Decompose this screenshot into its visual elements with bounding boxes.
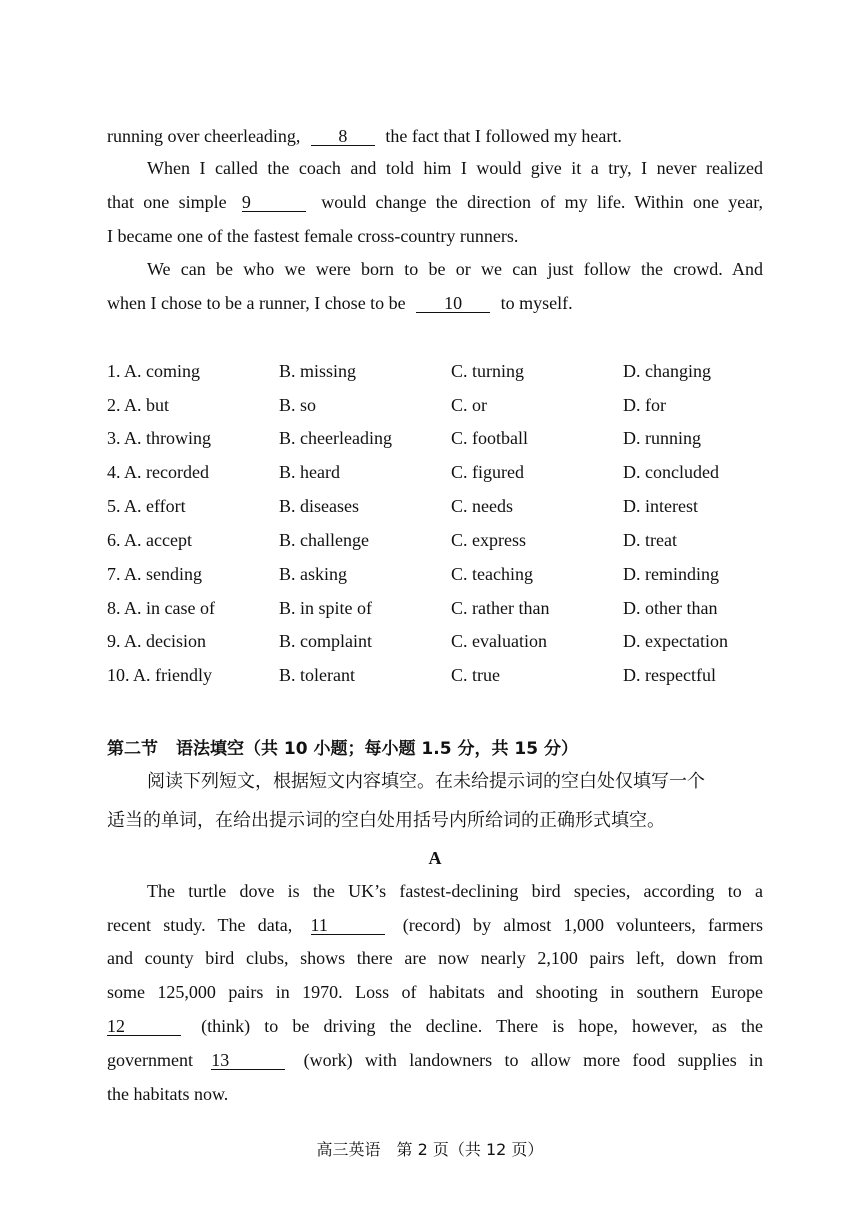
- passage-text: would change the direction of my life. Within one year,: [321, 192, 764, 212]
- option-c: C. turning: [451, 361, 525, 381]
- passage-a-line-5: [107, 1016, 763, 1036]
- passage-line-3: [107, 192, 763, 212]
- option-a: 3. A. throwing: [107, 428, 212, 448]
- option-c: C. teaching: [451, 564, 533, 584]
- option-row: [107, 395, 763, 417]
- blank-9: 9: [242, 193, 306, 212]
- option-b: B. challenge: [279, 530, 369, 550]
- blank-13: 13: [211, 1051, 285, 1070]
- option-a: 6. A. accept: [107, 530, 192, 550]
- section-label: 第二节: [107, 739, 158, 759]
- passage-a-line-3: and county bird clubs, shows there are now nearly 2,100 pairs left, down from: [107, 948, 763, 968]
- section-title: 语法填空（共 10 小题；每小题 1.5 分，共 15 分）: [176, 739, 578, 759]
- blank-10: 10: [416, 294, 490, 313]
- passage-line-5: We can be who we were born to be or we can just follow the crowd. And: [147, 259, 763, 279]
- passage-a-line-7: the habitats now.: [107, 1084, 229, 1104]
- option-b: B. cheerleading: [279, 428, 392, 448]
- option-row: [107, 428, 763, 450]
- passage-text: (think) to be driving the decline. There is hope, however, as the: [201, 1016, 763, 1036]
- option-c: C. football: [451, 428, 528, 448]
- option-b: B. missing: [279, 361, 357, 381]
- section-heading: [107, 734, 578, 759]
- option-c: C. needs: [451, 496, 513, 516]
- option-c: C. evaluation: [451, 631, 547, 651]
- passage-a-line-6: [107, 1050, 763, 1070]
- passage-line-4: I became one of the fastest female cross-country runners.: [107, 226, 519, 246]
- option-d: D. concluded: [623, 462, 719, 482]
- option-row: [107, 361, 763, 383]
- page-footer: 高三英语 第 2 页（共 12 页）: [316, 1140, 544, 1159]
- option-b: B. asking: [279, 564, 348, 584]
- option-d: D. running: [623, 428, 701, 448]
- passage-a-line-2: [107, 915, 763, 935]
- blank-11: 11: [311, 916, 385, 935]
- passage-text: running over cheerleading,: [107, 126, 301, 146]
- instruction-line-1: 阅读下列短文，根据短文内容填空。在未给提示词的空白处仅填写一个: [147, 771, 705, 792]
- option-d: D. for: [623, 395, 666, 415]
- option-d: D. respectful: [623, 665, 716, 685]
- blank-8: 8: [311, 127, 375, 146]
- option-a: 7. A. sending: [107, 564, 203, 584]
- passage-text: (record) by almost 1,000 volunteers, farmers: [402, 915, 763, 935]
- option-row: [107, 598, 763, 620]
- passage-text: (work) with landowners to allow more food supplies in: [303, 1050, 764, 1070]
- option-row: [107, 631, 763, 653]
- option-b: B. tolerant: [279, 665, 355, 685]
- blank-12: 12: [107, 1017, 181, 1036]
- passage-line-1: [107, 126, 763, 146]
- option-a: 1. A. coming: [107, 361, 200, 381]
- option-d: D. changing: [623, 361, 711, 381]
- option-a: 4. A. recorded: [107, 462, 209, 482]
- passage-text: that one simple: [107, 192, 227, 212]
- passage-text: to myself.: [500, 293, 573, 313]
- passage-a-line-4: some 125,000 pairs in 1970. Loss of habitats and shooting in southern Europe: [107, 982, 763, 1002]
- option-d: D. expectation: [623, 631, 728, 651]
- passage-text: government: [107, 1050, 193, 1070]
- option-c: C. or: [451, 395, 487, 415]
- passage-line-6: [107, 293, 763, 313]
- passage-text: recent study. The data,: [107, 915, 293, 935]
- instruction-line-2: 适当的单词，在给出提示词的空白处用括号内所给词的正确形式填空。: [107, 810, 665, 831]
- option-c: C. figured: [451, 462, 524, 482]
- option-a: 5. A. effort: [107, 496, 186, 516]
- option-b: B. in spite of: [279, 598, 372, 618]
- option-b: B. diseases: [279, 496, 359, 516]
- option-b: B. heard: [279, 462, 340, 482]
- passage-a-line-1: The turtle dove is the UK’s fastest-declining bird species, according to a: [147, 881, 763, 901]
- option-row: [107, 462, 763, 484]
- option-a: 2. A. but: [107, 395, 170, 415]
- option-d: D. other than: [623, 598, 718, 618]
- option-row: [107, 665, 763, 687]
- option-c: C. express: [451, 530, 526, 550]
- passage-line-2: When I called the coach and told him I would give it a try, I never realized: [147, 158, 763, 178]
- option-d: D. treat: [623, 530, 677, 550]
- option-d: D. reminding: [623, 564, 719, 584]
- option-d: D. interest: [623, 496, 698, 516]
- option-row: [107, 496, 763, 518]
- option-b: B. complaint: [279, 631, 372, 651]
- option-a: 10. A. friendly: [107, 665, 212, 685]
- option-a: 8. A. in case of: [107, 598, 215, 618]
- option-row: [107, 564, 763, 586]
- option-c: C. true: [451, 665, 500, 685]
- option-a: 9. A. decision: [107, 631, 206, 651]
- option-b: B. so: [279, 395, 317, 415]
- passage-heading: A: [428, 848, 442, 868]
- option-row: [107, 530, 763, 552]
- passage-text: when I chose to be a runner, I chose to be: [107, 293, 406, 313]
- passage-text: the fact that I followed my heart.: [385, 126, 622, 146]
- option-c: C. rather than: [451, 598, 550, 618]
